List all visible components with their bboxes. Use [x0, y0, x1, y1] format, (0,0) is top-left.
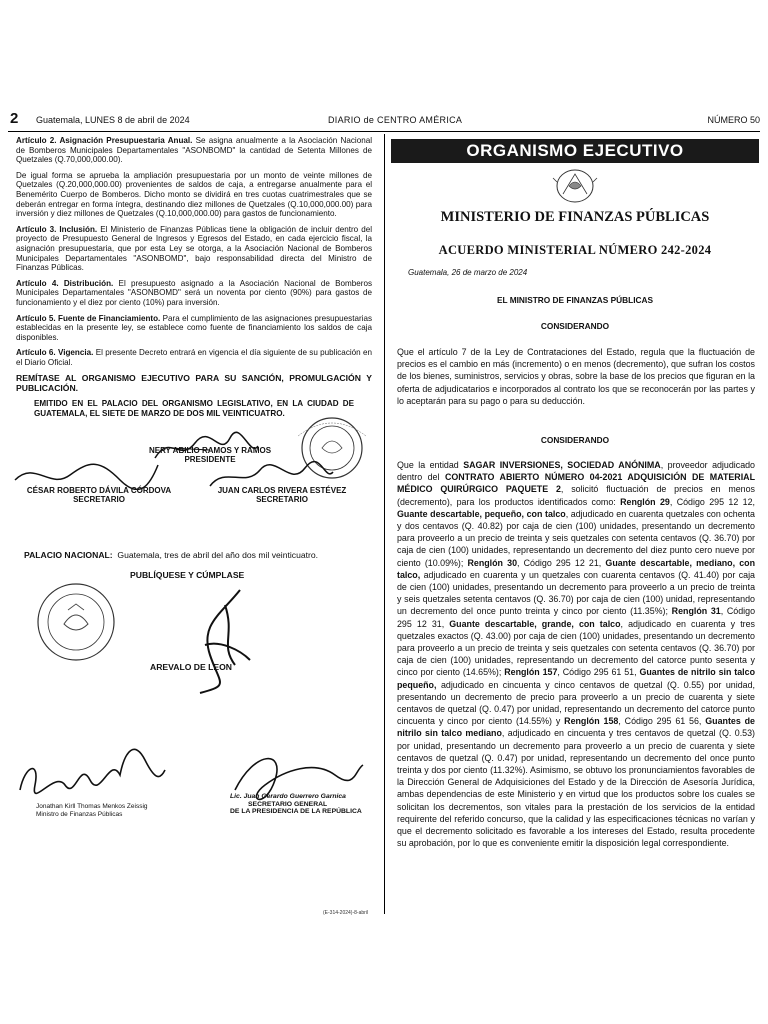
article-2: Artículo 2. Asignación Presupuestaria Anual. Se asigna anualmente a la Asociación Nacional de Bomberos Municipales Departamentales "ASONBOMD" la cantidad de Setenta Millones de Quetzales (Q.70,000,000.00).	[16, 136, 372, 165]
considerando-paragraph-1: Que el artículo 7 de la Ley de Contrataciones del Estado, regula que la fluctuación de precios es el cambio en más (incremento) o en menos (decremento), que sufran los costos de los bienes, suministros, servicios y obras, sobre la base de los precios que figuran en la oferta de adjudicatarios e incorporados al contrato los que se reconocerán por las partes y lo aceptarán para su pago o para su deducción.	[397, 347, 755, 406]
acuerdo-date: Guatemala, 26 de marzo de 2024	[408, 268, 528, 277]
secretary-general-signature-block: Lic. Juan Gerardo Guerrero Garnica SECRETARIO GENERAL DE LA PRESIDENCIA DE LA REPÚBLICA	[230, 793, 362, 815]
palacio-nacional-line: PALACIO NACIONAL: Guatemala, tres de abril del año dos mil veinticuatro.	[24, 550, 319, 560]
emitido-text: EMITIDO EN EL PALACIO DEL ORGANISMO LEGISLATIVO, EN LA CIUDAD DE GUATEMALA, EL SIETE DE MARZO DE DOS MIL VEINTICUATRO.	[34, 399, 354, 419]
ministry-title: MINISTERIO DE FINANZAS PÚBLICAS	[440, 209, 710, 225]
signature-president: NERY ABILIO RAMOS Y RAMOS PRESIDENTE	[148, 446, 272, 464]
minister-signature-block: Jonathan Kirll Thomas Menkos Zeissig Ministro de Finanzas Públicas	[36, 803, 148, 818]
banner-organismo-ejecutivo: ORGANISMO EJECUTIVO	[391, 139, 759, 163]
header-date: Guatemala, LUNES 8 de abril de 2024	[36, 115, 190, 125]
page-number: 2	[10, 110, 19, 127]
acuerdo-title: ACUERDO MINISTERIAL NÚMERO 242-2024	[438, 243, 712, 257]
signature-arevalo-icon	[180, 585, 260, 695]
newspaper-name: DIARIO de CENTRO AMÉRICA	[328, 115, 463, 125]
page-header	[8, 110, 760, 129]
article-6: Artículo 6. Vigencia. El presente Decreto entrará en vigencia el día siguiente de su publicación en el Diario Oficial.	[16, 348, 372, 367]
el-ministro-heading: EL MINISTRO DE FINANZAS PÚBLICAS	[496, 295, 654, 305]
signature-secretary-2: JUAN CARLOS RIVERA ESTÉVEZ SECRETARIO	[217, 486, 347, 504]
article-5: Artículo 5. Fuente de Financiamiento. Para el cumplimiento de las asignaciones presupuestarias establecidas en la presente ley, se establece como fuente de financiamiento los saldos de caja disponibles.	[16, 313, 372, 342]
remitase-text: REMÍTASE AL ORGANISMO EJECUTIVO PARA SU SANCIÓN, PROMULGACIÓN Y PUBLICACIÓN.	[16, 373, 372, 394]
article-4: Artículo 4. Distribución. El presupuesto asignado a la Asociación Nacional de Bomberos Municipales Departamentales "ASONBOMD" será un noventa por ciento (90%) para gastos de funcionamiento y el diez por ciento (10%) para inversión.	[16, 278, 373, 307]
left-column	[16, 136, 372, 425]
presidency-seal-icon	[34, 580, 118, 664]
footnote: (E-314-2024)-8-abril	[323, 910, 369, 916]
coat-of-arms-icon	[551, 166, 599, 206]
issue-number: NÚMERO 50	[707, 115, 760, 125]
considerando-heading-1: CONSIDERANDO	[540, 321, 610, 331]
considerando-heading-2: CONSIDERANDO	[540, 435, 610, 445]
header-rule	[8, 131, 760, 132]
article-2-paragraph-2: De igual forma se aprueba la ampliación presupuestaria por un monto de veinte millones de Quetzales (Q.20,000,000.00) provenientes de saldos de caja, a entregarse anualmente para el Benemérito Cuerpo de Bomberos. Dicho monto se dividirá en tres cuotas cuatrimestrales que se deberán entregar en forma íntegra, destinando diez millones de Quetzales (Q.10,000,000.00) para inversión y diez millones de Quetzales (Q.10,000,000.00) para gastos de funcionamiento.	[16, 170, 372, 219]
signature-minister-icon	[10, 730, 170, 810]
arevalo-name: AREVALO DE LEON	[150, 662, 232, 672]
publiquese-text: PUBLÍQUESE Y CÚMPLASE	[130, 570, 245, 580]
article-3: Artículo 3. Inclusión. El Ministerio de Finanzas Públicas tiene la obligación de incluir dentro del proyecto de Presupuesto General de Ingresos y Egresos del Estado, en cada ejercicio fiscal, la asignación presupuestaria, que por esta Ley se otorga, a la Asociación Nacional de Bomberos Municipales Departamentales "ASONBOMD", bajo responsabilidad directa del Ministro de Finanzas Públicas.	[16, 224, 372, 273]
column-divider	[384, 134, 385, 914]
considerando-paragraph-2: Que la entidad SAGAR INVERSIONES, SOCIEDAD ANÓNIMA, proveedor adjudicado dentro del CONTRATO ABIERTO NÚMERO 04-2021 ADQUISICIÓN DE MATERIAL MÉDICO QUIRÚRGICO PAQUETE 2, solicitó fluctuación de precios en menos (decremento), para los productos identificados como: Renglón 29, Código 295 12 12, Guante descartable, pequeño, con talco, adjudicado en cuarenta quetzales con ochenta y dos centavos (Q. 40.82) por caja de cien (100) unidades, presentando un decremento para proveerlo a un precio de treinta y seis quetzales con setenta centavos (Q. 36.70) por caja de cien (100) unidades, representando un decremento del diez punto cero nueve por ciento (10.09%); Renglón 30, Código 295 12 21, Guante descartable, mediano, con talco, adjudicado en cuarenta y un quetzales con cuarenta centavos (Q. 41.40) por caja de cien (100) unidades, presentando un decremento para proveerlo a un precio de treinta y seis quetzales setenta centavos (Q. 36.70) por caja de cien (100) unidad, representando un decremento del once punto treinta y cinco por ciento (11.35%); Renglón 31, Código 295 12 31, Guante descartable, grande, con talco, adjudicado en cuarenta y tres quetzales exactos (Q. 43.00) por caja de cien (100) unidades, presentando un decremento para proveerlo a un precio de treinta y seis quetzales con setenta centavos (Q. 36.70) por caja de cien (100) unidades, representando un decremento del catorce punto sesenta y cinco por ciento (14.65%); Renglón 157, Código 295 61 51, Guantes de nitrilo sin talco pequeño, adjudicado en cincuenta y cinco centavos de quetzal (Q. 0.55) por unidad, presentando un decremento de precio para proveerlo a un precio de cuarenta y siete centavos de quetzal (Q. 0.47) por unidad, representando un decremento del catorce punto cincuenta y cinco por ciento (14.55%) y Renglón 158, Código 295 61 56, Guantes de nitrilo sin talco mediano, adjudicado en cincuenta y tres centavos de quetzal (Q. 0.53) por unidad, presentando un decremento para proveerlo a un precio de cuarenta y siete centavos de quetzal (Q. 0.47) por unidad, representando un decremento del once punto treinta y dos por ciento (11.32%). Asimismo, se obtuvo los pronunciamientos favorables de la Dirección General de Adquisiciones del Estado y de la Dirección de Asesoría Jurídica, ambas dependencias de este Ministerio y en virtud que los productos sobre los cuales se solicitan los decrementos, son vitales para la prestación de los servicios de la entidad requirente del referido concurso, que la calidad y las especificaciones técnicas no varían y que el decremento solicitado es favorable a los intereses del Estado, resulta procedente su aprobación, por lo que es conveniente emitir la disposición legal correspondiente.	[397, 460, 756, 849]
signature-secretary-1: CÉSAR ROBERTO DÁVILA CÓRDOVA SECRETARIO	[26, 486, 172, 504]
